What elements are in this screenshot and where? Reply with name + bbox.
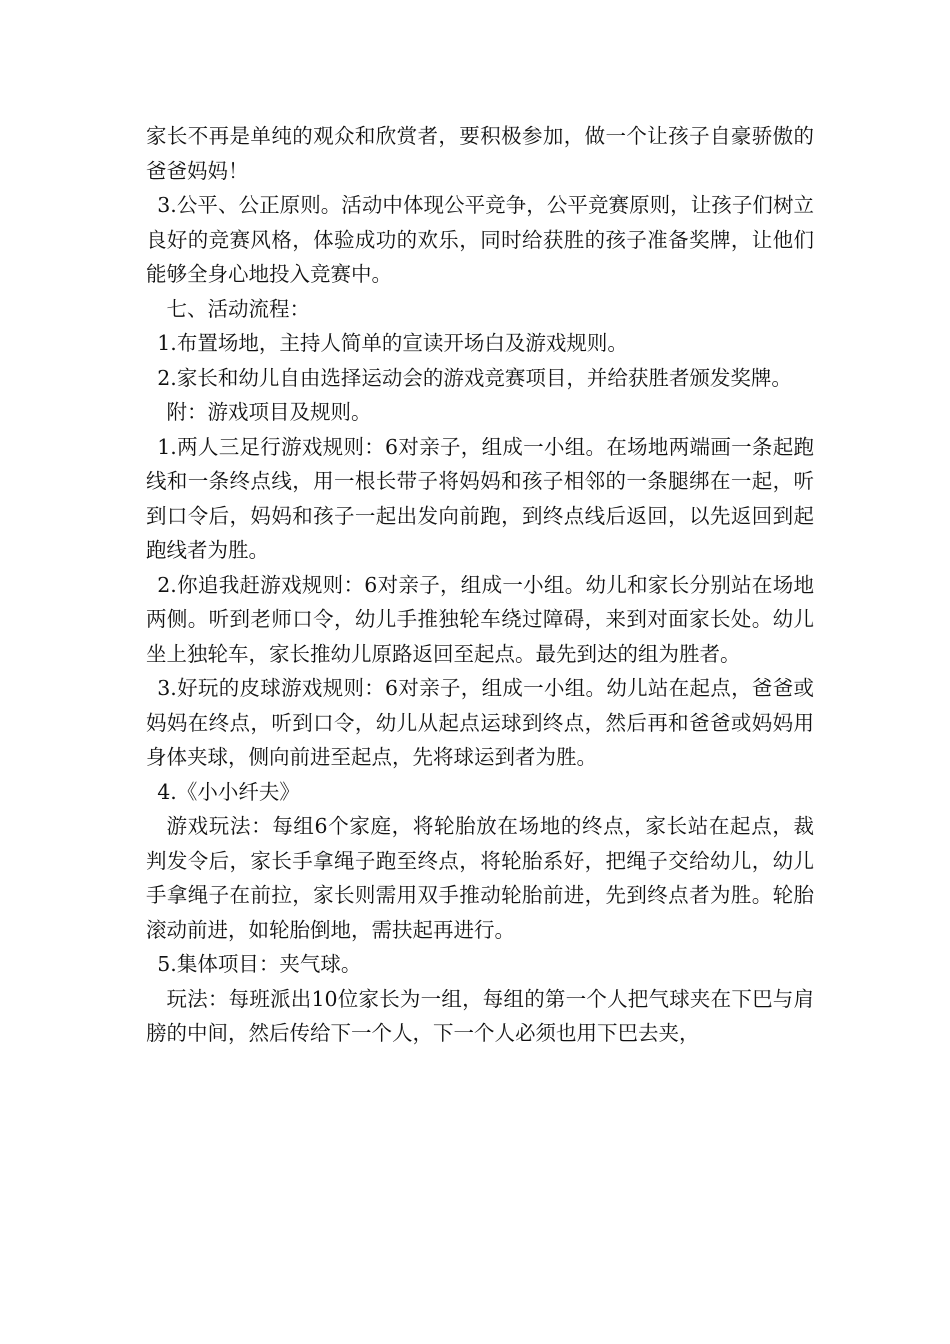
paragraph-game-tracker-rules: 游戏玩法：每组6个家庭，将轮胎放在场地的终点，家长站在起点，裁判发令后，家长手拿绳子跑至终点，将轮胎系好，把绳子交给幼儿，幼儿手拿绳子在前拉，家长则需用双手推动轮胎前进，先到终点者为胜。轮胎滚动前进，如轮胎倒地，需扶起再进行。: [146, 814, 814, 942]
paragraph-fairness-principle: 3.公平、公正原则。活动中体现公平竞争，公平竞赛原则，让孩子们树立良好的竞赛风格，体验成功的欢乐，同时给获胜的孩子准备奖牌，让他们能够全身心地投入竞赛中。: [146, 193, 814, 286]
paragraph-game-tracker-title: 4.《小小纤夫》: [157, 779, 300, 804]
paragraph-free-choice: 2.家长和幼儿自由选择运动会的游戏竞赛项目，并给获胜者颁发奖牌。: [157, 365, 792, 390]
paragraph-game-chase: 2.你追我赶游戏规则：6对亲子，组成一小组。幼儿和家长分别站在场地两侧。听到老师口令，幼儿手推独轮车绕过障碍，来到对面家长处。幼儿坐上独轮车，家长推幼儿原路返回至起点。最先到达的组为胜者。: [146, 572, 814, 666]
document-body: [146, 119, 814, 1051]
paragraph-parent-role: 家长不再是单纯的观众和欣赏者，要积极参加，做一个让孩子自豪骄傲的爸爸妈妈！: [146, 124, 814, 183]
paragraph-game-three-legged: 1.两人三足行游戏规则：6对亲子，组成一小组。在场地两端画一条起跑线和一条终点线，用一根长带子将妈妈和孩子相邻的一条腿绑在一起，听到口令后，妈妈和孩子一起出发向前跑，到终点线后返回，以先返回到起跑线者为胜。: [146, 434, 814, 562]
paragraph-group-event-title: 5.集体项目：夹气球。: [157, 952, 362, 976]
paragraph-venue-setup: 1.布置场地，主持人简单的宣读开场白及游戏规则。: [157, 331, 628, 355]
appendix-heading: 附：游戏项目及规则。: [166, 400, 372, 424]
section-heading-activity-process: 七、活动流程：: [166, 296, 310, 321]
paragraph-game-ball: 3.好玩的皮球游戏规则：6对亲子，组成一小组。幼儿站在起点，爸爸或妈妈在终点，听到口令，幼儿从起点运球到终点，然后再和爸爸或妈妈用身体夹球，侧向前进至起点，先将球运到者为胜。: [146, 676, 814, 769]
paragraph-group-event-rules: 玩法：每班派出10位家长为一组，每组的第一个人把气球夹在下巴与肩膀的中间，然后传给下一个人，下一个人必须也用下巴去夹，: [146, 986, 814, 1045]
